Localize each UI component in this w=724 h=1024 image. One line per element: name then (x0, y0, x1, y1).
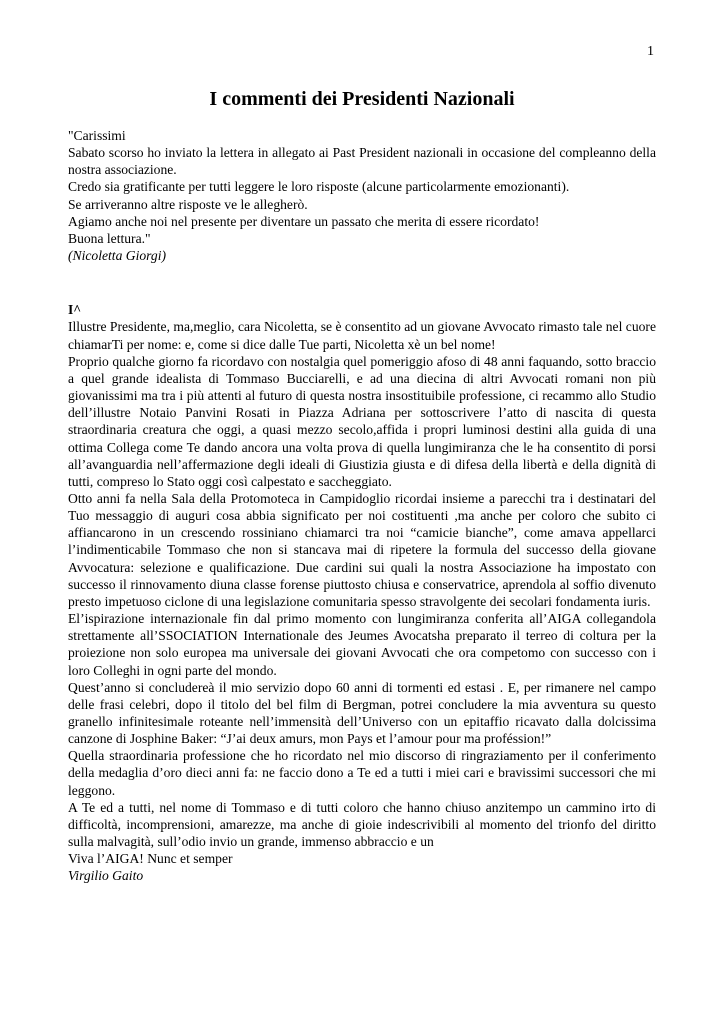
intro-greeting: "Carissimi (68, 128, 126, 143)
intro-signature: (Nicoletta Giorgi) (68, 248, 167, 264)
letter-paragraph: Quella straordinaria professione che ho ricordato nel mio discorso di ringraziamento per il conferimento della medaglia d’oro dieci anni fa: ne faccio dono a Te ed a tutti i miei cari e bravissimi successori che mi leggono. (68, 748, 656, 798)
letter-paragraph: El’ispirazione internazionale fin dal primo momento con lungimiranza conferita all’AIGA collegandola strettamente all’SSOCIATION Internationale des Jeumes Avocatsha preparato il terreo di coltura per la proiezione non solo europea ma universale dei giovani Avvocati che ora competomo con successo con i loro Colleghi in ogni parte del mondo. (68, 611, 656, 678)
letter-heading: I^ (68, 302, 82, 318)
letter-paragraph: Otto anni fa nella Sala della Protomoteca in Campidoglio ricordai insieme a parecchi tra i destinatari del Tuo messaggio di auguri cosa abbia significato per noi costituenti ,ma anche per coloro che subito ci affiancarono in un crescendo rossiniano chiamarci tra noi “camicie bianche”, come amava appellarci l’indimenticabile Tommaso che non si stancava mai di ripetere la formula del successo della giovane Avvocatura: selezione e qualificazione. Due cardini sui quali la nostra Associazione ha impostato con successo il rinnovamento diuna classe forense piuttosto chiusa e conservatrice, aprendola al soffio divenuto presto impetuoso ciclone di una legislazione comunitaria spesso stravolgente dei secolari fondamenta iuris. (68, 490, 656, 609)
letter-closing: Viva l’AIGA! Nunc et semper (68, 851, 233, 867)
letter-signature: Virgilio Gaito (68, 868, 144, 884)
page-title: I commenti dei Presidenti Nazionali (209, 88, 515, 110)
intro-paragraph: Se arriveranno altre risposte ve le allegherò. (68, 196, 308, 212)
letter-paragraph: A Te ed a tutti, nel nome di Tommaso e di tutti coloro che hanno chiuso anzitempo un cammino irto di difficoltà, incomprensioni, amarezze, ma anche di gioie indescrivibili al momento del trionfo del diritto sulla malvagità, sull’odio invio un grande, immenso abbraccio e un (68, 799, 656, 850)
intro-paragraph: Sabato scorso ho inviato la lettera in allegato ai Past President nazionali in occasione del compleanno della nostra associazione. (68, 145, 656, 178)
letter-paragraph: Proprio qualche giorno fa ricordavo con nostalgia quel pomeriggio afoso di 48 anni faquando, sotto braccio a quel grande idealista di Tommaso Bucciarelli, e ad una diecina di altri Avvocati romani non più giovanissimi ma tra i più attenti al futuro di questa nostra insostituibile professione, ci recammo allo Studio dell’illustre Notaio Panvini Rosati in Piazza Adriana per sottoscrivere l’atto di nascita di questa straordinaria creatura che oggi, a quasi mezzo secolo,affida i propri luminosi destini alla guida di una ottima Collega come Te dando ancora una volta prova di quella lungimiranza che le ha consentito di porsi all’avanguardia nell’affermazione degli ideali di Giustizia giusta e di difesa della libertà e della dignità di tutti, compreso lo Stato oggi così calpestato e saccheggiato. (68, 353, 656, 489)
intro-section (68, 127, 656, 264)
intro-closing: Buona lettura." (68, 230, 151, 246)
letter-section (68, 301, 656, 884)
page-number: 1 (647, 44, 654, 59)
letter-paragraph: Illustre Presidente, ma,meglio, cara Nicoletta, se è consentito ad un giovane Avvocato rimasto tale nel cuore chiamarTi per nome: e, come si dice dalle Tue parti, Nicoletta xè un bel nome! (68, 319, 656, 352)
letter-paragraph: Quest’anno si concludereà il mio servizio dopo 60 anni di tormenti ed estasi . E, per rimanere nel campo delle frasi celebri, dopo il titolo del bel film di Bergman, potrei concludere la mia avventura su questo granello infinitesimale roteante nell’immensità dell’Universo con un epitaffio ricavato dalla dolcissima canzone di Josphine Baker: “J’ai deux amurs, mon Pays et l’amour pour ma proféssion!” (68, 679, 656, 747)
document-body (68, 127, 656, 885)
intro-paragraph: Agiamo anche noi nel presente per diventare un passato che merita di essere ricordato! (68, 213, 540, 229)
intro-paragraph: Credo sia gratificante per tutti leggere le loro risposte (alcune particolarmente emozionanti). (68, 179, 570, 195)
